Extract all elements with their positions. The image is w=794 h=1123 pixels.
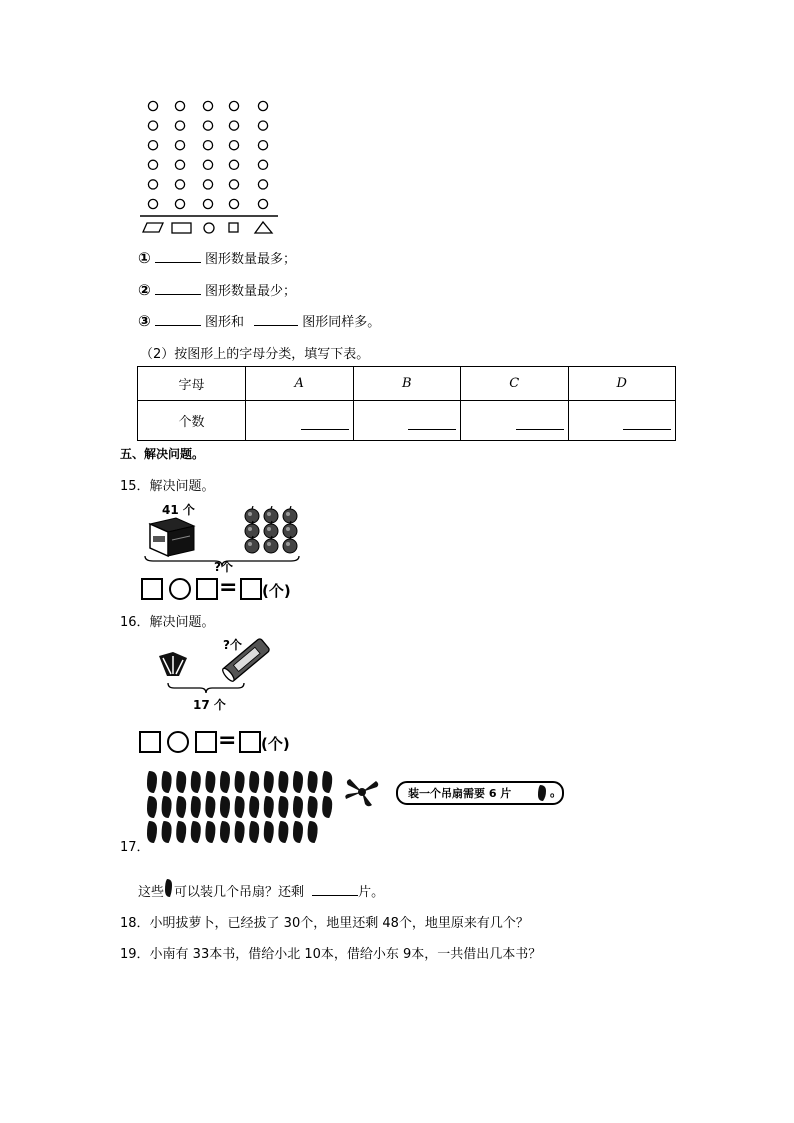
fan-blade-icon <box>293 771 303 793</box>
answer-blank[interactable] <box>254 325 298 326</box>
q15-label: 15．解决问题。 <box>120 479 215 494</box>
apple-highlight <box>267 527 271 531</box>
q19-text: 19．小南有 33本书，借给小北 10本，借给小东 9本，一共借出几本书？ <box>120 947 542 962</box>
q14-item-3 <box>138 311 380 330</box>
fan-blade-icon <box>191 771 201 793</box>
grid-circle <box>203 121 212 130</box>
fan-blade-icon <box>278 821 288 843</box>
fan-blade-icon <box>249 821 259 843</box>
fan-requirement-sign <box>396 781 564 805</box>
fan-blade-icon <box>278 796 288 818</box>
grid-circle <box>203 160 212 169</box>
table-header-row <box>138 367 676 401</box>
total-brace <box>166 681 246 695</box>
table-cell: C <box>461 367 569 401</box>
grid-circle <box>229 199 238 208</box>
answer-blank[interactable] <box>623 428 671 430</box>
apple-icon <box>283 524 297 538</box>
fan-blade-grid <box>144 769 336 845</box>
item-number: ① <box>138 249 151 267</box>
grid-circle <box>229 180 238 189</box>
fan-blade-icon <box>322 796 332 818</box>
grid-circle <box>258 121 267 130</box>
item-number: ② <box>138 281 151 299</box>
table-cell: B <box>353 367 461 401</box>
shape-count-figure <box>138 96 280 238</box>
table-cell: A <box>246 367 354 401</box>
fan-blade-icon <box>308 821 318 843</box>
apple-icon <box>283 509 297 523</box>
answer-blank[interactable] <box>516 428 564 430</box>
grid-circle <box>258 160 267 169</box>
table-cell: 字母 <box>138 367 246 401</box>
q16-label: 16．解决问题。 <box>120 615 215 630</box>
grid-circle <box>175 160 184 169</box>
parallelogram-shape <box>143 223 163 232</box>
apple-icon <box>264 524 278 538</box>
operator-circle[interactable] <box>167 731 189 753</box>
grid-circle <box>148 121 157 130</box>
grid-circle <box>148 101 157 110</box>
grid-circle <box>148 199 157 208</box>
ceiling-fan-icon <box>340 775 384 809</box>
grid-circle <box>229 141 238 150</box>
answer-blank[interactable] <box>312 895 358 896</box>
answer-box[interactable] <box>139 731 161 753</box>
fan-blade-icon <box>264 821 274 843</box>
answer-box[interactable] <box>239 731 261 753</box>
grid-circle <box>175 121 184 130</box>
fan-blade-icon <box>205 771 215 793</box>
table-cell: 个数 <box>138 401 246 441</box>
grid-circle <box>229 160 238 169</box>
fan-blade-icon <box>293 796 303 818</box>
answer-blank[interactable] <box>155 325 201 326</box>
fan-blade-icon <box>278 771 288 793</box>
table-cell: D <box>568 367 676 401</box>
grid-circle <box>203 180 212 189</box>
circle-shape <box>204 223 214 233</box>
apple-highlight <box>248 527 252 531</box>
circle-grid <box>148 101 267 208</box>
fan-blade-icon <box>162 821 172 843</box>
grid-circle <box>148 180 157 189</box>
apple-highlight <box>267 512 271 516</box>
question-mark-label: ?个 <box>223 638 242 652</box>
answer-box[interactable] <box>240 578 262 600</box>
q14-part2-label: （2）按图形上的字母分类，填写下表。 <box>140 347 370 362</box>
question-text: 片。 <box>358 885 385 900</box>
fan-blade-icon <box>220 771 230 793</box>
answer-blank[interactable] <box>301 428 349 430</box>
apple-grid <box>243 506 299 554</box>
grid-circle <box>175 199 184 208</box>
apple-icon <box>264 539 278 553</box>
blade-icon <box>164 878 174 898</box>
apple-icon <box>245 539 259 553</box>
answer-cell[interactable] <box>246 401 354 441</box>
fan-blade-icon <box>205 821 215 843</box>
grid-circle <box>203 141 212 150</box>
grid-circle <box>175 141 184 150</box>
letter-count-table <box>137 366 676 441</box>
fan-blade-icon <box>264 796 274 818</box>
total-label: 17 个 <box>193 698 226 712</box>
fan-blade-icon <box>162 796 172 818</box>
blade-icon <box>536 784 550 802</box>
fan-blade-icon <box>235 771 245 793</box>
equals-sign: = <box>219 575 238 600</box>
grid-circle <box>148 160 157 169</box>
apple-highlight <box>286 542 290 546</box>
grid-circle <box>229 121 238 130</box>
question-text: 可以装几个吊扇？还剩 <box>174 885 305 900</box>
fan-blade-icon <box>264 771 274 793</box>
apple-highlight <box>248 512 252 516</box>
unit-label: (个) <box>262 582 291 600</box>
table-row <box>138 401 676 441</box>
q14-item-1 <box>138 248 296 267</box>
gift-box-icon <box>146 514 196 558</box>
fan-blade-icon <box>249 796 259 818</box>
item-text: 图形和 <box>204 315 244 330</box>
shuttlecock-tube-icon <box>219 637 273 683</box>
item-text: 图形同样多。 <box>302 315 381 330</box>
item-text: 图形数量最多； <box>204 252 296 267</box>
item-number: ③ <box>138 312 151 330</box>
fan-blade-icon <box>308 771 318 793</box>
apple-icon <box>245 509 259 523</box>
item-text: 图形数量最少； <box>204 284 296 299</box>
q18-text: 18．小明拔萝卜，已经拔了 30个，地里还剩 48个，地里原来有几个？ <box>120 916 529 931</box>
grid-circle <box>148 141 157 150</box>
triangle-shape <box>255 222 272 233</box>
grid-circle <box>258 141 267 150</box>
answer-blank[interactable] <box>155 262 201 263</box>
fan-blade-icon <box>220 796 230 818</box>
apple-highlight <box>286 527 290 531</box>
grid-circle <box>175 180 184 189</box>
box-count-label: 41 个 <box>162 503 195 517</box>
rectangle-shape <box>172 223 191 233</box>
q14-item-2 <box>138 280 296 299</box>
q17-label: 17． <box>120 840 150 855</box>
answer-box[interactable] <box>195 731 217 753</box>
answer-cell[interactable] <box>568 401 676 441</box>
shuttlecock-icon <box>157 650 189 678</box>
fan-blade-icon <box>176 771 186 793</box>
fan-blade-icon <box>249 771 259 793</box>
question-mark-label: ?个 <box>214 560 233 574</box>
grid-circle <box>258 199 267 208</box>
operator-circle[interactable] <box>169 578 191 600</box>
fan-blade-icon <box>176 796 186 818</box>
fan-blade-icon <box>235 796 245 818</box>
fan-blade-icon <box>162 771 172 793</box>
fan-blade-icon <box>205 796 215 818</box>
unit-label: (个) <box>261 735 290 753</box>
answer-blank[interactable] <box>408 428 456 430</box>
grid-circle <box>258 101 267 110</box>
answer-cell[interactable] <box>461 401 569 441</box>
q17-question <box>138 878 384 900</box>
grid-circle <box>203 101 212 110</box>
fan-blade-icon <box>176 821 186 843</box>
sign-period: 。 <box>550 785 563 799</box>
fan-blade-icon <box>220 821 230 843</box>
grid-circle <box>203 199 212 208</box>
fan-blade-icon <box>191 821 201 843</box>
answer-cell[interactable] <box>353 401 461 441</box>
question-text: 这些 <box>138 885 165 900</box>
answer-blank[interactable] <box>155 294 201 295</box>
fan-blade-icon <box>147 771 157 793</box>
grid-circle <box>229 101 238 110</box>
square-shape <box>229 223 238 232</box>
apple-highlight <box>286 512 290 516</box>
fan-blade-icon <box>308 796 318 818</box>
fan-blade-icon <box>235 821 245 843</box>
answer-box[interactable] <box>196 578 218 600</box>
fan-blade-icon <box>322 771 332 793</box>
section-title: 五、解决问题。 <box>120 447 205 461</box>
answer-box[interactable] <box>141 578 163 600</box>
apple-highlight <box>267 542 271 546</box>
grid-circle <box>175 101 184 110</box>
apple-highlight <box>248 542 252 546</box>
grid-circle <box>258 180 267 189</box>
apple-icon <box>245 524 259 538</box>
sign-text: 装一个吊扇需要 6 片 <box>408 787 512 800</box>
equals-sign: = <box>218 728 237 753</box>
apple-icon <box>283 539 297 553</box>
fan-blade-icon <box>147 796 157 818</box>
fan-blade-icon <box>191 796 201 818</box>
apple-icon <box>264 509 278 523</box>
fan-blade-icon <box>293 821 303 843</box>
